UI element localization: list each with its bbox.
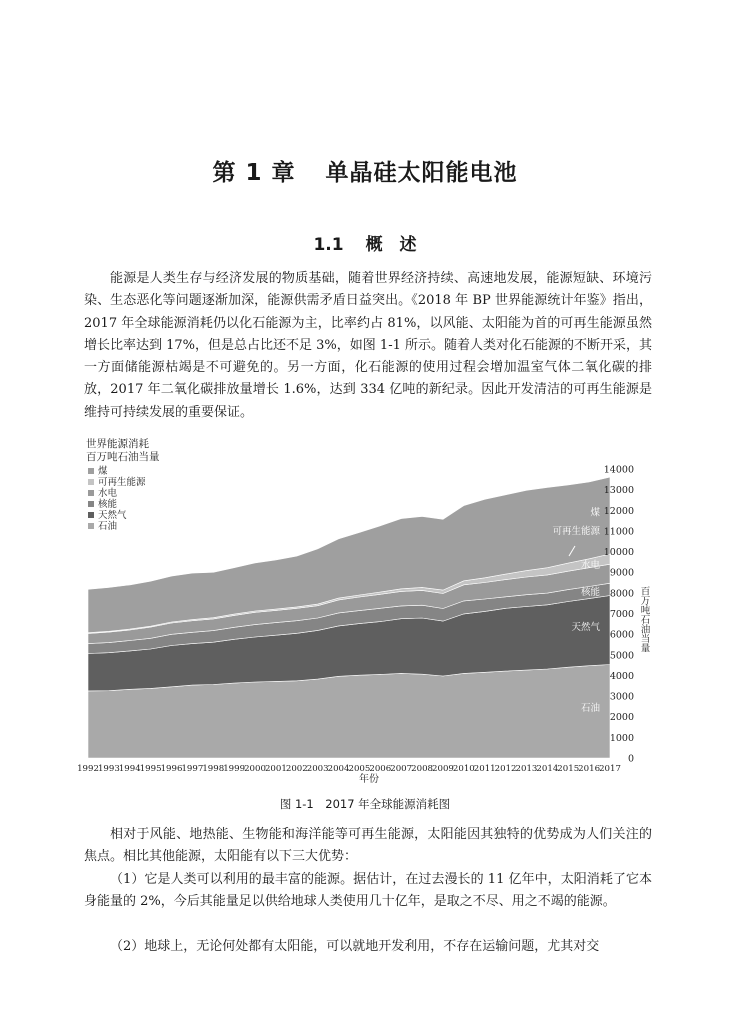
advantages-paragraph: 相对于风能、地热能、生物能和海洋能等可再生能源，太阳能因其独特的优势成为人们关注的焦点。相比其他能源，太阳能有以下三大优势： [84, 827, 652, 865]
y-tick-label: 14000 [603, 464, 634, 476]
y-tick-label: 9000 [609, 567, 634, 579]
x-tick-label: 2011 [473, 764, 496, 774]
x-tick-label: 2016 [578, 764, 601, 774]
energy-consumption-chart [77, 434, 650, 786]
x-tick-label: 2003 [306, 764, 329, 774]
legend-swatch [88, 512, 94, 518]
y-tick-label: 13000 [603, 485, 634, 497]
x-tick-label: 1999 [223, 764, 246, 774]
chapter-title [0, 154, 730, 187]
x-tick-label: 2010 [452, 764, 475, 774]
advantage-item-1: （1）它是人类可以利用的最丰富的能源。据估计，在过去漫长的 11 亿年中，太阳消耗了它本身能量的 2%，今后其能量足以供给地球人类使用几十亿年，是取之不尽、用之不竭的能源。 [84, 872, 652, 910]
x-tick-label: 2005 [348, 764, 371, 774]
section-number: 1.1 [313, 235, 344, 255]
y-tick-label: 2000 [609, 712, 634, 724]
y-tick-label: 7000 [609, 609, 634, 620]
legend-swatch [88, 523, 94, 529]
area-annotation: 天然气 [571, 622, 600, 634]
chapter-number: 第 1 章 [212, 160, 296, 186]
legend-swatch [88, 468, 94, 474]
x-tick-label: 2000 [244, 764, 266, 774]
legend-swatch [88, 501, 94, 507]
legend-label: 天然气 [98, 510, 127, 521]
x-tick-label: 1992 [77, 764, 99, 774]
legend-label: 石油 [98, 521, 118, 532]
x-tick-label: 2013 [515, 764, 538, 774]
x-tick-label: 2006 [369, 764, 392, 774]
y-tick-label: 0 [627, 753, 634, 765]
x-tick-label: 1995 [139, 764, 162, 774]
y-tick-label: 1000 [609, 732, 634, 744]
y-tick-label: 11000 [603, 526, 634, 538]
x-tick-label: 2015 [557, 764, 580, 774]
area-annotation: 可再生能源 [552, 526, 600, 538]
x-tick-label: 2017 [599, 764, 621, 774]
area-annotation: 煤 [590, 507, 600, 519]
x-tick-label: 2004 [327, 764, 350, 774]
area-annotation: 水电 [580, 560, 600, 572]
section-title [0, 230, 730, 255]
area-annotation: 石油 [580, 703, 600, 715]
area-annotation: 核能 [580, 587, 600, 599]
x-tick-label: 1996 [160, 764, 183, 774]
legend-label: 煤 [98, 466, 108, 477]
x-tick-label: 2012 [494, 764, 517, 774]
x-tick-label: 1997 [181, 764, 204, 774]
chapter-name: 单晶硅太阳能电池 [325, 160, 518, 186]
section-name: 概 述 [365, 235, 417, 255]
y-tick-label: 3000 [609, 691, 634, 703]
x-tick-label: 2001 [264, 764, 287, 774]
legend-label: 可再生能源 [98, 477, 146, 488]
y-tick-label: 12000 [603, 505, 634, 517]
y-tick-label: 10000 [603, 547, 634, 559]
y-tick-label: 4000 [609, 670, 634, 682]
x-tick-label: 1993 [97, 764, 120, 774]
legend-label: 水电 [98, 488, 118, 499]
legend-swatch [88, 490, 94, 496]
x-tick-label: 2014 [536, 764, 559, 774]
y-axis-label: 百万吨石油当量 [638, 586, 650, 653]
x-tick-label: 2008 [411, 764, 434, 774]
intro-paragraph: 能源是人类生存与经济发展的物质基础，随着世界经济持续、高速地发展，能源短缺、环境污染、生态恶化等问题逐渐加深，能源供需矛盾日益突出。《2018 年 BP 世界能源统计年鉴》指出，2017 年全球能源消耗仍以化石能源为主，比率约占 81%，以风能、太阳能为首的可再生能源虽然增长比率达到 17%，但是总占比还不足 3%，如图 1-1 所示。随着人类对化石能源的不断开采，其一方面储能源枯竭是不可避免的。另一方面，化石能源的使用过程会增加温室气体二氧化碳的排放，2017 年二氧化碳排放量增长 1.6%，达到 334 亿吨的新纪录。因此开发清洁的可再生能源是维持可持续发展的重要保证。 [84, 271, 652, 420]
legend-label: 核能 [98, 499, 118, 510]
x-tick-label: 1994 [118, 764, 141, 774]
legend-swatch [88, 479, 94, 485]
chart-title-line: 世界能源消耗 [86, 438, 149, 450]
x-tick-label: 1998 [202, 764, 225, 774]
x-tick-label: 2009 [432, 764, 454, 774]
x-axis-label: 年份 [359, 774, 379, 785]
y-tick-label: 5000 [609, 650, 634, 662]
x-tick-label: 2007 [390, 764, 413, 774]
chart-title-line: 百万吨石油当量 [86, 451, 160, 463]
advantage-item-2: （2）地球上，无论何处都有太阳能，可以就地开发利用，不存在运输问题，尤其对交 [110, 939, 600, 954]
y-tick-label: 6000 [609, 629, 634, 641]
figure-caption: 图 1-1 2017 年全球能源消耗图 [279, 797, 451, 811]
y-tick-label: 8000 [609, 588, 634, 600]
x-tick-label: 2002 [285, 764, 308, 774]
